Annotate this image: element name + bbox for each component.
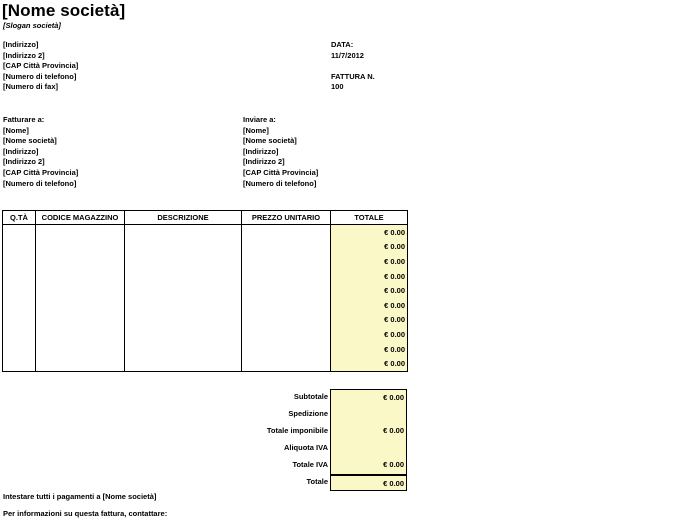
quantity-cell[interactable] <box>3 254 36 269</box>
unit-price-cell[interactable] <box>242 283 331 298</box>
unit-price-cell[interactable] <box>242 298 331 313</box>
invoice-items-table <box>2 210 408 372</box>
ship-to-block <box>243 115 318 189</box>
sender-address-block <box>3 40 78 93</box>
ship-to-line: [Indirizzo 2] <box>243 157 285 167</box>
vat-total-value: € 0.00 <box>330 457 407 474</box>
contact-note: Per informazioni su questa fattura, contattare: <box>3 509 168 518</box>
company-slogan: [Slogan società] <box>3 21 61 30</box>
subtotal-label: Subtotale <box>293 392 328 401</box>
row-total-cell: € 0.00 <box>331 327 408 342</box>
column-header-quantity: Q.TÀ <box>3 211 36 225</box>
table-row <box>3 283 408 298</box>
table-row <box>3 327 408 342</box>
bill-to-line: [Indirizzo] <box>3 146 39 156</box>
item-code-cell[interactable] <box>36 356 125 371</box>
table-row <box>3 342 408 357</box>
row-total-cell: € 0.00 <box>331 356 408 371</box>
shipping-value[interactable] <box>330 406 407 423</box>
table-row <box>3 240 408 255</box>
table-row <box>3 356 408 371</box>
taxable-row <box>2 423 408 440</box>
column-header-total: TOTALE <box>331 211 408 225</box>
description-cell[interactable] <box>125 240 242 255</box>
unit-price-cell[interactable] <box>242 342 331 357</box>
taxable-label: Totale imponibile <box>266 426 328 435</box>
table-row <box>3 225 408 240</box>
unit-price-cell[interactable] <box>242 269 331 284</box>
grand-total-value: € 0.00 <box>330 474 407 491</box>
unit-price-cell[interactable] <box>242 240 331 255</box>
bill-to-line: [Numero di telefono] <box>3 178 77 188</box>
bill-to-line: [Nome] <box>3 125 29 135</box>
bill-to-block <box>3 115 78 189</box>
description-cell[interactable] <box>125 313 242 328</box>
unit-price-cell[interactable] <box>242 356 331 371</box>
sender-city: [CAP Città Provincia] <box>3 61 79 71</box>
row-total-cell: € 0.00 <box>331 225 408 240</box>
description-cell[interactable] <box>125 254 242 269</box>
vat-rate-label: Aliquota IVA <box>283 443 328 452</box>
description-cell[interactable] <box>125 298 242 313</box>
ship-to-line: [Nome società] <box>243 136 297 146</box>
vat-total-row <box>2 457 408 474</box>
row-total-cell: € 0.00 <box>331 283 408 298</box>
vat-total-label: Totale IVA <box>292 460 328 469</box>
unit-price-cell[interactable] <box>242 327 331 342</box>
column-header-unit-price: PREZZO UNITARIO <box>242 211 331 225</box>
bill-to-line: [CAP Città Provincia] <box>3 167 79 177</box>
description-cell[interactable] <box>125 356 242 371</box>
row-total-cell: € 0.00 <box>331 313 408 328</box>
item-code-cell[interactable] <box>36 225 125 240</box>
quantity-cell[interactable] <box>3 298 36 313</box>
subtotal-row <box>2 389 408 406</box>
row-total-cell: € 0.00 <box>331 298 408 313</box>
row-total-cell: € 0.00 <box>331 269 408 284</box>
column-header-description: DESCRIZIONE <box>125 211 242 225</box>
quantity-cell[interactable] <box>3 225 36 240</box>
bill-to-title: Fatturare a: <box>3 115 45 124</box>
grand-total-row <box>2 474 408 491</box>
sender-address: [Indirizzo] <box>3 40 39 49</box>
bill-to-line: [Nome società] <box>3 136 57 146</box>
quantity-cell[interactable] <box>3 356 36 371</box>
unit-price-cell[interactable] <box>242 254 331 269</box>
item-code-cell[interactable] <box>36 269 125 284</box>
row-total-cell: € 0.00 <box>331 254 408 269</box>
description-cell[interactable] <box>125 269 242 284</box>
taxable-value: € 0.00 <box>330 423 407 440</box>
sender-fax: [Numero di fax] <box>3 82 59 92</box>
quantity-cell[interactable] <box>3 342 36 357</box>
table-row <box>3 269 408 284</box>
ship-to-line: [Nome] <box>243 125 269 135</box>
quantity-cell[interactable] <box>3 327 36 342</box>
table-row <box>3 254 408 269</box>
item-code-cell[interactable] <box>36 283 125 298</box>
ship-to-line: [Numero di telefono] <box>243 178 317 188</box>
item-code-cell[interactable] <box>36 313 125 328</box>
description-cell[interactable] <box>125 225 242 240</box>
invoice-meta <box>331 40 375 93</box>
vat-rate-row <box>2 440 408 457</box>
row-total-cell: € 0.00 <box>331 240 408 255</box>
date-value: 11/7/2012 <box>331 50 364 60</box>
invoice-number-value: 100 <box>331 82 344 92</box>
date-label: DATA: <box>331 40 354 49</box>
item-code-cell[interactable] <box>36 298 125 313</box>
ship-to-line: [CAP Città Provincia] <box>243 167 319 177</box>
table-row <box>3 298 408 313</box>
unit-price-cell[interactable] <box>242 225 331 240</box>
unit-price-cell[interactable] <box>242 313 331 328</box>
description-cell[interactable] <box>125 283 242 298</box>
quantity-cell[interactable] <box>3 313 36 328</box>
quantity-cell[interactable] <box>3 240 36 255</box>
vat-rate-value[interactable] <box>330 440 407 457</box>
subtotal-value: € 0.00 <box>330 389 407 406</box>
grand-total-label: Totale <box>306 477 328 486</box>
table-row <box>3 313 408 328</box>
sender-phone: [Numero di telefono] <box>3 71 77 81</box>
quantity-cell[interactable] <box>3 283 36 298</box>
description-cell[interactable] <box>125 342 242 357</box>
description-cell[interactable] <box>125 327 242 342</box>
ship-to-line: [Indirizzo] <box>243 146 279 156</box>
item-code-cell[interactable] <box>36 342 125 357</box>
bill-to-line: [Indirizzo 2] <box>3 157 45 167</box>
item-code-cell[interactable] <box>36 254 125 269</box>
ship-to-title: Inviare a: <box>243 115 276 124</box>
invoice-number-label: FATTURA N. <box>331 71 375 81</box>
quantity-cell[interactable] <box>3 269 36 284</box>
shipping-row <box>2 406 408 423</box>
payment-note: Intestare tutti i pagamenti a [Nome società] <box>3 492 157 501</box>
row-total-cell: € 0.00 <box>331 342 408 357</box>
company-name: [Nome società] <box>2 1 126 20</box>
shipping-label: Spedizione <box>288 409 328 418</box>
summary-section <box>2 389 408 491</box>
column-header-item-code: CODICE MAGAZZINO <box>36 211 125 225</box>
item-code-cell[interactable] <box>36 327 125 342</box>
item-code-cell[interactable] <box>36 240 125 255</box>
sender-address-2: [Indirizzo 2] <box>3 50 45 60</box>
